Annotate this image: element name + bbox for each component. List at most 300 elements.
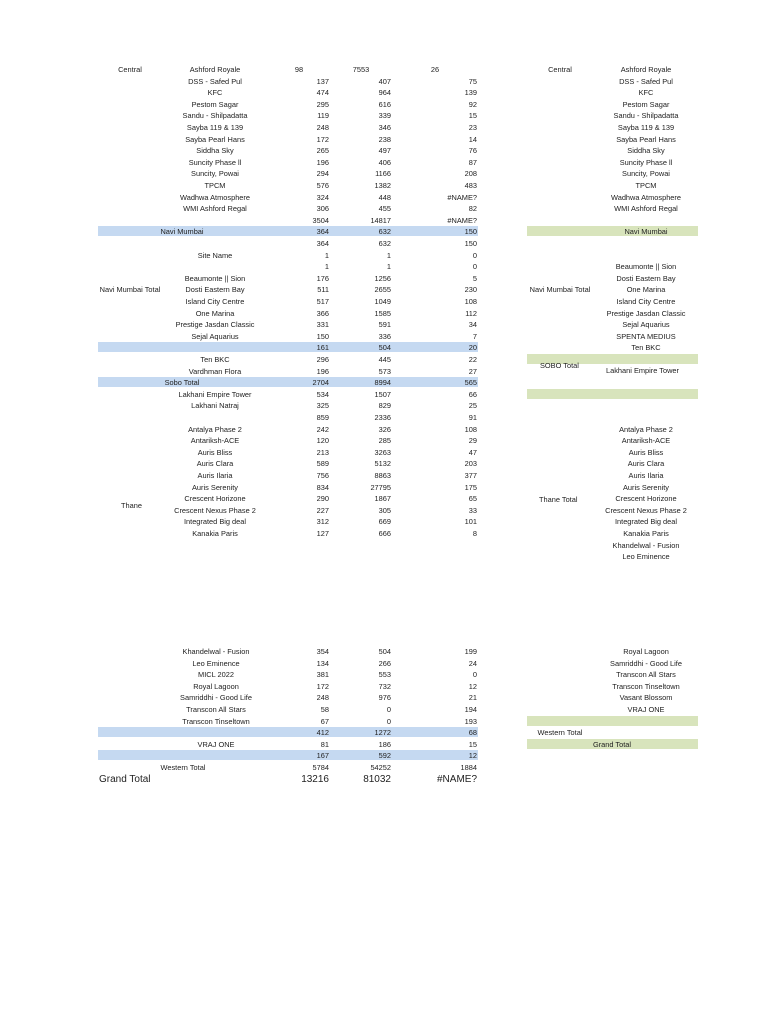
value-c: 15 <box>468 111 477 121</box>
value-c: 193 <box>464 716 477 726</box>
region-label: Western Total <box>537 728 583 738</box>
table-row <box>0 658 768 669</box>
band-highlight <box>527 389 698 399</box>
site-name: Royal Lagoon <box>193 681 239 691</box>
site-name: Ten BKC <box>631 343 661 353</box>
site-name: VRAJ ONE <box>627 705 665 714</box>
table-row <box>0 681 768 692</box>
value-a: 324 <box>316 192 329 202</box>
site-name: Crescent Nexus Phase 2 <box>605 505 687 515</box>
value-b: 1585 <box>374 308 391 318</box>
value-b: 285 <box>378 436 391 446</box>
table-row <box>0 447 768 458</box>
site-name: TPCM <box>204 181 226 190</box>
value-c: 23 <box>468 123 477 132</box>
value-c: 1884 <box>460 763 477 772</box>
value-a: 834 <box>316 482 329 492</box>
table-row <box>0 704 768 715</box>
table-row <box>0 145 768 156</box>
site-name: Beaumonte || Sion <box>615 262 677 272</box>
table-row <box>0 192 768 203</box>
site-name: Lakhani Empire Tower <box>178 389 252 399</box>
value-c: 0 <box>472 262 477 272</box>
table-row <box>0 458 768 469</box>
value-a: 474 <box>316 88 329 98</box>
site-name: Site Name <box>197 250 233 260</box>
site-name: Siddha Sky <box>627 146 665 156</box>
site-name: Auris Serenity <box>622 482 670 492</box>
value-b: 504 <box>378 343 391 353</box>
value-c: 230 <box>464 285 477 295</box>
table-row <box>0 180 768 191</box>
table-row <box>0 716 768 727</box>
site-name: Ashford Royale <box>620 65 672 74</box>
table-row <box>0 319 768 330</box>
value-c: 112 <box>465 308 477 318</box>
table-row <box>0 470 768 481</box>
value-b: 27795 <box>370 482 391 492</box>
value-b: 0 <box>386 705 391 714</box>
table-row <box>0 482 768 493</box>
value-a: 331 <box>316 320 329 330</box>
value-c: 203 <box>464 459 477 469</box>
value-b: 2336 <box>374 413 391 422</box>
site-name: Vasant Blossom <box>619 693 673 703</box>
value-a: 172 <box>316 134 329 144</box>
value-a: 294 <box>316 169 329 179</box>
thane-region-label: Thane <box>121 501 142 510</box>
value-c: 8 <box>472 529 477 538</box>
site-name: Suncity, Powai <box>622 169 670 179</box>
site-name: Auris Ilaria <box>197 471 233 480</box>
table-row <box>0 110 768 121</box>
value-a: 534 <box>316 389 329 399</box>
value-a: 213 <box>316 447 329 457</box>
site-name: Ten BKC <box>200 355 230 364</box>
table-row <box>0 400 768 411</box>
value-c: 483 <box>464 181 477 190</box>
table-row <box>0 646 768 657</box>
value-a: 589 <box>316 459 329 469</box>
sobo-total-label: SOBO Total <box>540 361 579 370</box>
value-b: 497 <box>378 146 391 156</box>
value-b: 1 <box>386 262 391 272</box>
table-row <box>0 226 768 237</box>
value-b: 8863 <box>374 471 391 480</box>
value-c: 66 <box>468 389 477 399</box>
value-a: 290 <box>316 494 329 504</box>
value-c: 199 <box>464 647 477 656</box>
table-row <box>0 168 768 179</box>
value-c: 14 <box>468 134 477 144</box>
value-b: 2655 <box>374 285 391 295</box>
site-name: Suncity Phase ll <box>619 157 673 167</box>
region-label: Central <box>118 65 142 74</box>
value-c: #NAME? <box>447 192 477 202</box>
value-a: 412 <box>316 728 329 738</box>
value-b: 448 <box>378 192 391 202</box>
value-c: 22 <box>468 355 477 364</box>
site-name: KFC <box>207 88 223 98</box>
site-name: Auris Clara <box>196 459 234 469</box>
value-b: 591 <box>378 320 391 330</box>
value-a: 137 <box>316 76 329 86</box>
site-name: Transcon Tinseltown <box>182 716 250 726</box>
table-row <box>0 435 768 446</box>
table-row <box>0 203 768 214</box>
table-row <box>0 516 768 527</box>
value-c: 108 <box>464 424 477 434</box>
site-name: Kanakia Paris <box>623 529 669 538</box>
site-name: Auris Bliss <box>628 447 664 457</box>
table-row <box>0 250 768 261</box>
table-row <box>0 389 768 400</box>
table-row <box>0 505 768 516</box>
value-b: 573 <box>378 366 391 376</box>
value-c: 150 <box>464 239 477 248</box>
value-b: 54252 <box>370 763 391 772</box>
table-row <box>0 215 768 226</box>
value-a: 859 <box>316 413 329 422</box>
site-name: Integrated Big deal <box>614 517 678 527</box>
value-c: 76 <box>468 146 477 156</box>
value-a: 306 <box>316 204 329 214</box>
site-name: Beaumonte || Sion <box>184 273 246 283</box>
grand-total-a: 13216 <box>301 773 329 785</box>
table-row <box>0 284 768 295</box>
site-name: Antalya Phase 2 <box>619 424 673 434</box>
value-c: 34 <box>468 320 477 330</box>
table-row <box>0 331 768 342</box>
value-b: 669 <box>378 517 391 527</box>
value-c: 139 <box>464 88 477 98</box>
value-b: 7553 <box>352 65 370 74</box>
value-a: 312 <box>316 517 329 527</box>
value-a: 576 <box>316 181 329 190</box>
site-name: Pestom Sagar <box>622 99 670 109</box>
value-b: 1166 <box>375 169 391 179</box>
site-name: Integrated Big deal <box>183 517 247 527</box>
site-name: DSS - Safed Pul <box>619 76 673 86</box>
region-label: Sobo Total <box>164 378 200 388</box>
value-b: 632 <box>378 227 391 237</box>
table-row <box>0 238 768 249</box>
value-b: 1867 <box>374 494 391 504</box>
value-b: 1256 <box>374 273 391 283</box>
value-a: 511 <box>317 285 329 295</box>
value-a: 364 <box>316 239 329 248</box>
value-a: 127 <box>316 529 329 538</box>
value-a: 325 <box>316 401 329 411</box>
site-name: Auris Clara <box>627 459 665 469</box>
value-b: 553 <box>378 670 391 680</box>
site-name: Crescent Horizone <box>184 494 246 504</box>
site-name: Antariksh-ACE <box>190 436 240 446</box>
value-b: 238 <box>378 134 391 144</box>
value-b: 964 <box>378 88 391 98</box>
value-a: 1 <box>324 250 329 260</box>
value-c: 0 <box>472 250 477 260</box>
table-row <box>0 87 768 98</box>
site-name: Prestige Jasdan Classic <box>175 320 255 330</box>
table-row <box>0 528 768 539</box>
value-b: 3263 <box>374 447 391 457</box>
value-c: 194 <box>464 705 477 714</box>
value-b: 5132 <box>374 459 391 469</box>
value-c: 33 <box>468 505 477 515</box>
region-label: Navi Mumbai <box>160 227 204 237</box>
site-name: Suncity, Powai <box>191 169 239 179</box>
site-name: Royal Lagoon <box>623 647 669 656</box>
site-name: Auris Ilaria <box>628 471 664 480</box>
table-row <box>0 273 768 284</box>
value-c: 12 <box>468 681 477 691</box>
table-row <box>0 134 768 145</box>
value-c: 75 <box>468 76 477 86</box>
value-a: 248 <box>316 693 329 703</box>
table-row <box>0 739 768 750</box>
table-row <box>0 99 768 110</box>
value-c: 92 <box>468 99 477 109</box>
section-total-label: Western Total <box>160 763 206 772</box>
value-a: 98 <box>294 65 304 74</box>
value-c: 108 <box>464 297 477 306</box>
site-name: Island City Centre <box>616 297 676 306</box>
table-row <box>0 424 768 435</box>
value-b: 666 <box>378 529 391 538</box>
value-a: 196 <box>316 157 329 167</box>
value-a: 134 <box>316 658 329 668</box>
region-label: Navi Mumbai Total <box>529 285 591 295</box>
value-a: 176 <box>316 273 329 283</box>
value-c: 377 <box>464 471 477 480</box>
value-b: 0 <box>386 716 391 726</box>
table-row <box>0 493 768 504</box>
value-b: 1272 <box>374 728 391 738</box>
value-c: 47 <box>468 447 477 457</box>
site-name: DSS - Safed Pul <box>188 76 242 86</box>
table-row <box>0 122 768 133</box>
site-name: Island City Centre <box>185 297 245 306</box>
value-a: 167 <box>316 751 329 761</box>
value-b: 829 <box>378 401 391 411</box>
value-c: 87 <box>468 157 477 167</box>
table-row <box>0 377 768 388</box>
site-name: Prestige Jasdan Classic <box>606 308 686 318</box>
value-b: 732 <box>378 681 391 691</box>
site-name: Transcon All Stars <box>616 670 676 680</box>
site-name: Samriddhi - Good Life <box>180 693 252 703</box>
value-a: 242 <box>316 424 329 434</box>
value-a: 150 <box>316 331 329 341</box>
site-name: Vardhman Flora <box>188 366 242 376</box>
site-name: One Marina <box>195 308 235 318</box>
site-name: WMI Ashford Regal <box>183 204 247 214</box>
site-name: Sayba 119 & 139 <box>186 123 244 132</box>
value-a: 381 <box>316 670 329 680</box>
value-a: 265 <box>316 146 329 156</box>
site-name: VRAJ ONE <box>197 739 235 749</box>
value-a: 296 <box>316 355 329 364</box>
value-b: 632 <box>378 239 391 248</box>
site-name: Sayba Pearl Hans <box>616 134 676 144</box>
value-a: 81 <box>320 739 329 749</box>
table-row <box>0 762 768 773</box>
site-name: Kanakia Paris <box>192 529 238 538</box>
value-a: 58 <box>320 705 329 714</box>
site-name: Dosti Eastern Bay <box>185 285 245 295</box>
value-a: 295 <box>316 99 329 109</box>
value-b: 336 <box>378 331 391 341</box>
site-name: Navi Mumbai <box>624 227 668 237</box>
table-row <box>0 157 768 168</box>
site-name: Khandelwal - Fusion <box>612 540 680 550</box>
value-c: 175 <box>464 482 477 492</box>
value-a: 161 <box>316 343 329 353</box>
value-c: 565 <box>464 378 477 388</box>
value-a: 196 <box>316 366 329 376</box>
value-c: 150 <box>464 227 477 237</box>
table-row <box>0 692 768 703</box>
site-name: Sandu - Shilpadatta <box>613 111 679 121</box>
value-a: 366 <box>316 308 329 318</box>
site-name: KFC <box>638 88 654 98</box>
value-a: 2704 <box>312 378 329 388</box>
site-name: Leo Eminence <box>192 658 240 668</box>
value-a: 248 <box>316 123 329 132</box>
value-a: 354 <box>316 647 329 656</box>
value-b: 592 <box>378 751 391 761</box>
site-name: Auris Serenity <box>191 482 239 492</box>
band-highlight <box>527 226 698 236</box>
value-c: 0 <box>472 670 477 680</box>
site-name: Grand Total <box>592 739 632 749</box>
site-name: Sejal Aquarius <box>191 331 239 341</box>
site-name: Auris Bliss <box>197 447 233 457</box>
value-b: 186 <box>378 739 391 749</box>
value-a: 119 <box>317 111 329 121</box>
table-row <box>0 76 768 87</box>
value-c: #NAME? <box>447 215 477 225</box>
site-name: WMI Ashford Regal <box>614 204 678 214</box>
value-c: 24 <box>468 658 477 668</box>
site-name: Wadhwa Atmosphere <box>611 192 681 202</box>
table-row <box>0 261 768 272</box>
value-c: 5 <box>472 273 477 283</box>
value-b: 339 <box>378 111 391 121</box>
value-b: 14817 <box>370 215 391 225</box>
site-name: Samriddhi - Good Life <box>610 658 682 668</box>
site-name: Sandu - Shilpadatta <box>182 111 248 121</box>
value-b: 326 <box>378 424 391 434</box>
value-a: 517 <box>316 297 329 306</box>
value-a: 364 <box>316 227 329 237</box>
value-a: 120 <box>316 436 329 446</box>
site-name: Antalya Phase 2 <box>188 424 242 434</box>
table-row <box>0 412 768 423</box>
site-name: Khandelwal - Fusion <box>182 647 250 656</box>
band-highlight <box>98 750 478 760</box>
table-row <box>0 342 768 353</box>
value-c: 91 <box>468 413 477 422</box>
grand-total-b: 81032 <box>363 773 391 785</box>
site-name: Transcon All Stars <box>186 705 246 714</box>
site-name: Dosti Eastern Bay <box>616 273 676 283</box>
region-label: Central <box>548 65 572 74</box>
site-name: Sayba Pearl Hans <box>185 134 245 144</box>
value-b: 305 <box>378 505 391 515</box>
value-c: 101 <box>464 517 477 527</box>
value-c: 208 <box>464 169 477 179</box>
value-b: 407 <box>378 76 391 86</box>
value-b: 504 <box>378 647 391 656</box>
table-row <box>0 669 768 680</box>
value-c: 15 <box>468 739 477 749</box>
table-row <box>0 551 768 562</box>
value-b: 266 <box>378 658 391 668</box>
thane-total-label: Thane Total <box>539 495 578 504</box>
site-name: Wadhwa Atmosphere <box>180 192 250 202</box>
value-b: 8994 <box>374 378 391 388</box>
site-name: One Marina <box>626 285 666 295</box>
value-c: 68 <box>468 728 477 738</box>
value-a: 172 <box>316 681 329 691</box>
value-c: 29 <box>468 436 477 446</box>
value-b: 616 <box>378 99 391 109</box>
value-b: 346 <box>378 123 391 132</box>
site-name: Transcon Tinseltown <box>612 681 680 691</box>
value-c: 25 <box>468 401 477 411</box>
value-b: 406 <box>378 157 391 167</box>
value-c: 21 <box>468 693 477 703</box>
value-a: 3504 <box>312 215 329 225</box>
value-b: 1049 <box>374 297 391 306</box>
table-row <box>0 727 768 738</box>
value-b: 455 <box>378 204 391 214</box>
site-name: Siddha Sky <box>196 146 234 156</box>
value-c: 20 <box>468 343 477 353</box>
value-a: 67 <box>320 716 329 726</box>
site-name: Suncity Phase ll <box>188 157 242 167</box>
table-row <box>0 540 768 551</box>
site-name: TPCM <box>635 181 657 190</box>
site-name: Sejal Aquarius <box>622 320 670 330</box>
value-c: 12 <box>468 751 477 761</box>
value-a: 756 <box>316 471 329 480</box>
grand-total-label: Grand Total <box>99 773 151 785</box>
value-c: 82 <box>468 204 477 214</box>
site-name: Crescent Horizone <box>615 494 677 504</box>
site-name: Lakhani Natraj <box>191 401 239 411</box>
site-name: Ashford Royale <box>189 65 241 74</box>
value-a: 1 <box>324 262 329 272</box>
site-name: Antariksh-ACE <box>621 436 671 446</box>
table-row <box>0 354 768 365</box>
value-b: 976 <box>378 693 391 703</box>
value-b: 1507 <box>374 389 391 399</box>
table-row <box>0 296 768 307</box>
sobo-site-label: Lakhani Empire Tower <box>606 366 679 375</box>
value-c: 26 <box>430 65 440 74</box>
value-b: 445 <box>378 355 391 364</box>
table-row <box>0 64 768 75</box>
band-highlight <box>527 716 698 726</box>
site-name: Crescent Nexus Phase 2 <box>174 505 256 515</box>
value-b: 1382 <box>374 181 391 190</box>
site-name: Leo Eminence <box>622 552 670 562</box>
value-a: 5784 <box>312 763 329 772</box>
value-c: 27 <box>468 366 477 376</box>
